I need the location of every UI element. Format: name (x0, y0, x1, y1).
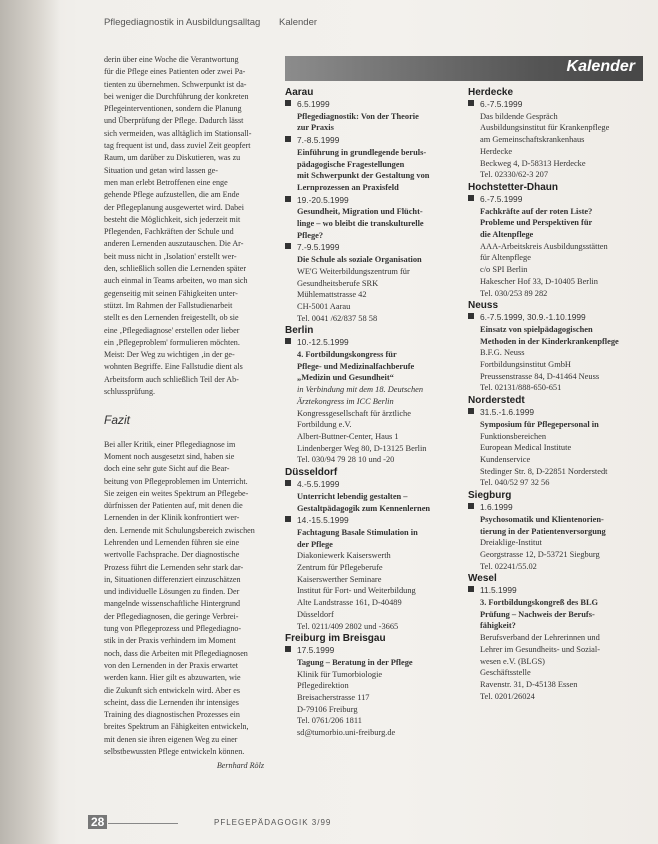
event-detail-line: AAA-Arbeitskreis Ausbildungsstätten (480, 241, 608, 251)
article-text-line: Raum, um darüber zu Diskutieren, was zu (104, 153, 241, 163)
article-text-line: Meist: Der Weg zu wichtigen ‚in der ge- (104, 350, 235, 360)
event-detail-line: Pflegedirektion (297, 681, 349, 691)
article-text-line: beit muss nicht in ‚Isolation' erstellt wer- (104, 251, 237, 261)
city-heading: Siegburg (468, 490, 512, 502)
event-title-line: fähigkeit? (480, 621, 516, 631)
fazit-text-line: noch, dass die Arbeiten mit Pflegediagnosen (104, 648, 248, 658)
fazit-text-line: werden kann. Hier gilt es abzuwarten, wie (104, 673, 241, 683)
event-date: 7.-8.5.1999 (285, 135, 460, 147)
event-title-line: tierung in der Patientenversorgung (480, 526, 606, 536)
event-detail-line: Ärztekongress im ICC Berlin (297, 396, 394, 406)
fazit-text-line: beitung von Pflegeproblemen im Unterricht. (104, 476, 248, 486)
article-body (104, 54, 264, 398)
bullet-square-icon (468, 408, 474, 414)
event-detail-line: für Altenpflege (480, 253, 531, 263)
event-title-line: Symposium für Pflegepersonal in (480, 419, 599, 429)
article-text-line: wohnten Begriffe. Eine Fallstudie dient als (104, 362, 243, 372)
event-title-line: Pflege? (297, 230, 324, 240)
event-title-line: „Medizin und Gesundheit“ (297, 373, 394, 383)
author-signature: Bernhard Rölz (216, 761, 264, 771)
event-entry (468, 407, 644, 489)
fazit-text-line: der Pflegediagnosen, die geringe Verbrei- (104, 611, 239, 621)
fazit-text-line: und individuelle Lösungen zu finden. Der (104, 587, 240, 597)
fazit-text-line: breites Spektrum an Fähigkeiten entwickeln, (104, 722, 249, 732)
event-title-line: Die Schule als soziale Organisation (297, 255, 422, 265)
event-entry (468, 502, 644, 572)
event-title-line: Unterricht lebendig gestalten – (297, 491, 408, 501)
event-detail-line: Tel. 040/52 97 32 56 (480, 478, 550, 488)
event-title-line: linge – wo bleibt die transkulturelle (297, 219, 424, 229)
bullet-square-icon (468, 313, 474, 319)
kalender-banner (285, 56, 643, 81)
event-detail-line: c/o SPI Berlin (480, 265, 528, 275)
event-detail-line: Kongressgesellschaft für ärztliche (297, 408, 411, 418)
article-text-line: eine ‚Pflegediagnose' erstellen oder lieber (104, 325, 240, 335)
event-detail-line: Tel. 02131/888-650-651 (480, 383, 562, 393)
city-heading: Herdecke (468, 87, 514, 98)
fazit-text-line: dürfnissen der Patienten auf, mit denen die (104, 501, 243, 511)
event-detail-line: Ausbildungsinstitut für Krankenpflege (480, 123, 610, 133)
article-text-line: tag frequent ist und, dass zuviel Zeit geopfert (104, 141, 251, 151)
bullet-square-icon (285, 196, 291, 202)
city-heading: Freiburg im Breisgau (285, 633, 386, 645)
event-detail-line: Tel. 0211/409 2802 und -3665 (297, 621, 399, 631)
event-date: 19.-20.5.1999 (285, 195, 460, 207)
article-text-line: anderen Lernenden auszutauschen. Die Ar- (104, 239, 244, 249)
event-detail-line: Herdecke (480, 146, 513, 156)
event-title-line: Einführung in grundlegende beruls- (297, 147, 427, 157)
event-title-line: pädagogische Fragestellungen (297, 159, 405, 169)
article-text-line: sich vermeiden, was alltäglich im Stationsall- (104, 128, 252, 138)
running-head-right: Kalender (278, 17, 318, 28)
event-detail-line: Tel. 0041 /62/837 58 58 (297, 313, 378, 323)
event-detail-line: in Verbindung mit dem 18. Deutschen (297, 385, 424, 395)
event-detail-line: B.F.G. Neuss (480, 348, 525, 358)
fazit-text-line: mit denen sie ihren eigenen Weg zu einer (104, 734, 238, 744)
event-title-line: Pflegediagnostik: Von der Theorie (297, 111, 419, 121)
event-title-line: der Pflege (297, 539, 333, 549)
event-detail-line: Klinik für Tumorbiologie (297, 669, 383, 679)
event-title-line: Psychosomatik und Klientenorien- (480, 514, 604, 524)
kalender-column-middle (285, 86, 460, 740)
event-detail-line: Fortbildungsinstitut GmbH (480, 360, 571, 370)
event-entry (285, 99, 460, 134)
event-date: 6.5.1999 (285, 99, 460, 111)
event-detail-line: Lindenberger Weg 80, D-13125 Berlin (297, 443, 427, 453)
event-date: 6.-7.5.1999 (468, 194, 644, 206)
event-detail-line: Tel. 02330/62-3 207 (480, 170, 549, 180)
bullet-square-icon (468, 503, 474, 509)
article-text-line: tienten zu übernehmen. Schwerpunkt ist da- (104, 79, 247, 89)
event-date: 4.-5.5.1999 (285, 479, 460, 491)
event-title-line: Pflege- und Medizinalfachberufe (297, 361, 415, 371)
article-text-line: stützt. Im Rahmen der Fallstudienarbeit (104, 300, 233, 310)
fazit-text-line: doch eine sehr gute Sicht auf die Bear- (104, 464, 230, 474)
event-detail-line: European Medical Institute (480, 443, 572, 453)
bullet-square-icon (285, 646, 291, 652)
event-title-line: Methoden in der Kinderkrankenpflege (480, 336, 619, 346)
event-detail-line: Breisacherstrasse 117 (297, 693, 370, 703)
bullet-square-icon (285, 136, 291, 142)
event-entry (285, 337, 460, 466)
event-title-line: zur Praxis (297, 123, 334, 133)
event-entry (468, 585, 644, 702)
article-text-line: Arbeitsform auch schließlich Teil der Ab- (104, 374, 239, 384)
event-title-line: Fachkräfte auf der roten Liste? (480, 206, 593, 216)
event-detail-line: Dreiaklige-Institut (480, 538, 542, 548)
city-heading: Aarau (285, 87, 314, 98)
event-entry (285, 242, 460, 324)
fazit-body (104, 439, 264, 759)
event-detail-line: Geschäftsstelle (480, 668, 531, 678)
running-head (104, 17, 333, 28)
event-date: 14.-15.5.1999 (285, 515, 460, 527)
event-title-line: Probleme und Perspektiven für (480, 218, 593, 228)
fazit-text-line: Training des diagnostischen Prozesses ein (104, 710, 240, 720)
article-text-line: der Pflegeplanung ausgewertet wird. Dabei (104, 202, 245, 212)
event-entry (468, 99, 644, 181)
article-column (104, 54, 264, 773)
event-detail-line: am Gemeinschaftskrankenhaus (480, 135, 585, 145)
event-detail-line: sd@tumorbio.uni-freiburg.de (297, 728, 396, 738)
bullet-square-icon (285, 480, 291, 486)
running-head-left: Pflegediagnostik in Ausbildungsalltag (104, 17, 261, 28)
page-number: 28 (88, 815, 107, 829)
event-detail-line: Gesundheitsberufe SRK (297, 278, 379, 288)
event-title-line: Einsatz von spielpädagogischen (480, 324, 593, 334)
event-title-line: die Altenpflege (480, 230, 534, 240)
event-date: 1.6.1999 (468, 502, 644, 514)
bullet-square-icon (468, 586, 474, 592)
event-detail-line: Tel. 030/253 89 282 (480, 288, 548, 298)
fazit-text-line: Lehrenden und Lernenden führen sie eine (104, 537, 240, 547)
article-text-line: gegenseitig mit seinen Fähigkeiten unter- (104, 288, 238, 298)
fazit-text-line: stik in der Praxis verhindern im Moment (104, 636, 236, 646)
fazit-text-line: wertvolle Fachsprache. Der diagnostische (104, 550, 240, 560)
city-heading: Hochstetter-Dhaun (468, 181, 559, 193)
event-entry (285, 479, 460, 514)
article-text-line: men man erlebt Betroffenen eine enge (104, 177, 228, 187)
event-detail-line: D-79106 Freiburg (297, 704, 358, 714)
event-title-line: 4. Fortbildungskongress für (297, 350, 397, 360)
article-text-line: derin über eine Woche die Verantwortung (104, 55, 239, 64)
fazit-text-line: selbstbewussten Pflege entwickeln können. (104, 747, 245, 757)
fazit-text-line: Sie zeigen ein weites Spektrum an Pflegebe- (104, 488, 249, 498)
city-heading: Norderstedt (468, 395, 525, 407)
event-detail-line: wesen e.V. (BLGS) (480, 656, 545, 666)
city-heading: Berlin (285, 325, 314, 337)
event-detail-line: Tel. 030/94 79 28 10 und -20 (297, 455, 395, 465)
event-detail-line: Lehrer im Gesundheits- und Sozial- (480, 644, 601, 654)
article-text-line: und Überprüfung der Pflege. Dadurch lässt (104, 116, 244, 126)
event-title-line: 3. Fortbildungskongreß des BLG (480, 598, 599, 608)
article-text-line: ein ‚Pflegeproblem' formulieren möchten. (104, 337, 240, 347)
event-detail-line: Hakescher Hof 33, D-10405 Berlin (480, 276, 598, 286)
article-text-line: bei weniger die Durchführung der konkreten (104, 91, 249, 101)
event-detail-line: Tel. 02241/55.02 (480, 561, 537, 571)
fazit-text-line: die Zukunft sich entwickeln wird. Aber es (104, 685, 240, 695)
event-detail-line: Preussenstrasse 84, D-41464 Neuss (480, 371, 600, 381)
event-detail-line: Institut für Fort- und Weiterbildung (297, 586, 416, 596)
article-text-line: gehende Pflege aufzustellen, die am Ende (104, 190, 240, 200)
event-title-line: Prüfung – Nachweis der Berufs- (480, 609, 595, 619)
article-text-line: auch einmal in Teams arbeiten, wo man sich (104, 276, 248, 286)
bullet-square-icon (285, 516, 291, 522)
event-detail-line: Diakoniewerk Kaiserswerth (297, 551, 391, 561)
event-date: 31.5.-1.6.1999 (468, 407, 644, 419)
event-detail-line: Stedinger Str. 8, D-22851 Norderstedt (480, 466, 608, 476)
event-detail-line: WE'G Weiterbildungszentrum für (297, 266, 410, 276)
event-detail-line: Kaiserswerther Seminare (297, 574, 382, 584)
event-date: 10.-12.5.1999 (285, 337, 460, 349)
event-detail-line: Georgstrasse 12, D-53721 Siegburg (480, 549, 600, 559)
event-detail-line: Düsseldorf (297, 609, 334, 619)
footer-rule (108, 823, 178, 824)
bullet-square-icon (285, 243, 291, 249)
event-entry (285, 195, 460, 242)
event-date: 6.-7.5.1999 (468, 99, 644, 111)
kalender-column-right (468, 86, 644, 703)
event-title-line: Gestaltpädagogik zum Kennenlernen (297, 503, 431, 513)
article-text-line: den, schließlich sollen die Lernenden später (104, 264, 247, 274)
event-detail-line: Beckweg 4, D-58313 Herdecke (480, 158, 586, 168)
event-detail-line: Ravenstr. 31, D-45138 Essen (480, 679, 578, 689)
city-heading: Neuss (468, 300, 499, 312)
event-detail-line: Albert-Buttner-Center, Haus 1 (297, 431, 399, 441)
fazit-text-line: Prozess führt die Lernenden sehr stark dar- (104, 562, 244, 572)
fazit-text-line: mangelnde wissenschaftliche Hintergrund (104, 599, 241, 609)
article-text-line: Situation und getan wird lassen ge- (104, 165, 218, 175)
article-text-line: stellt es den Lernenden freigestellt, ob sie (104, 313, 239, 323)
event-date: 11.5.1999 (468, 585, 644, 597)
article-text-line: schlussprüfung. (104, 387, 156, 397)
article-text-line: Pflegenden, Fachkräften der Schule und (104, 227, 234, 237)
event-date: 6.-7.5.1999, 30.9.-1.10.1999 (468, 312, 644, 324)
event-title-line: Tagung – Beratung in der Pflege (297, 657, 413, 667)
event-detail-line: Tel. 0761/206 1811 (297, 716, 362, 726)
event-title-line: Fachtagung Basale Stimulation in (297, 527, 418, 537)
bullet-square-icon (285, 100, 291, 106)
event-title-line: Gesundheit, Migration und Flücht- (297, 207, 423, 217)
city-heading: Wesel (468, 573, 497, 585)
fazit-heading: Fazit (104, 413, 131, 428)
fazit-text-line: scheint, dass die Lernenden ihr intensiges (104, 697, 239, 707)
event-title-line: Lernprozessen an Praxisfeld (297, 182, 399, 192)
article-text-line: besteht die Möglichkeit, sich jederzeit mit (104, 214, 241, 224)
event-detail-line: Fortbildung e.V. (297, 420, 352, 430)
event-detail-line: CH-5001 Aarau (297, 301, 351, 311)
journal-name: PFLEGEPÄDAGOGIK 3/99 (214, 818, 332, 827)
bullet-square-icon (468, 100, 474, 106)
event-entry (285, 645, 460, 739)
fazit-text-line: Moment noch ausgesetzt sind, haben sie (104, 451, 235, 461)
event-entry (468, 312, 644, 394)
event-entry (285, 515, 460, 632)
article-text-line: für die Pflege eines Patienten oder zwei Pa- (104, 67, 246, 77)
fazit-text-line: Lernenden in der Klinik konfrontiert wer- (104, 513, 240, 523)
fazit-text-line: Bei aller Kritik, einer Pflegediagnose im (104, 439, 236, 449)
event-detail-line: Funktionsbereichen (480, 431, 547, 441)
article-text-line: Pflegeinterventionen, sondern die Planung (104, 104, 242, 114)
fazit-text-line: in, Situationen differenziert einzuschätzen (104, 574, 241, 584)
event-detail-line: Berufsverband der Lehrerinnen und (480, 633, 600, 643)
bullet-square-icon (285, 338, 291, 344)
event-date: 7.-9.5.1999 (285, 242, 460, 254)
event-detail-line: Tel. 0201/26024 (480, 691, 535, 701)
event-detail-line: Mühlemattstrasse 42 (297, 290, 367, 300)
fazit-text-line: von den Lernenden in der Praxis erwartet (104, 660, 238, 670)
bullet-square-icon (468, 195, 474, 201)
page-spine-shadow (0, 0, 60, 844)
event-detail-line: Kundenservice (480, 454, 531, 464)
kalender-heading: Kalender (566, 58, 635, 75)
event-date: 17.5.1999 (285, 645, 460, 657)
event-title-line: mit Schwerpunkt der Gestaltung von (297, 171, 430, 181)
event-entry (468, 194, 644, 299)
event-detail-line: Zentrum für Pflegeberufe (297, 563, 383, 573)
event-detail-line: Das bildende Gespräch (480, 111, 558, 121)
fazit-text-line: tung von Pflegeprozess und Pflegediagno- (104, 624, 242, 634)
city-heading: Düsseldorf (285, 467, 338, 479)
event-detail-line: Alte Landstrasse 161, D-40489 (297, 598, 402, 608)
fazit-text-line: den. Lernende mit Schulungsbereich zwischen (104, 525, 255, 535)
event-entry (285, 135, 460, 194)
